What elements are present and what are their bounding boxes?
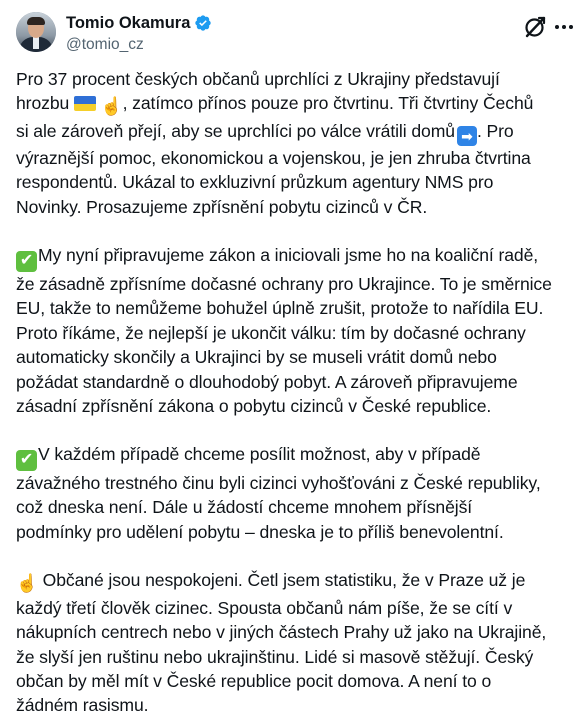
avatar[interactable]	[16, 12, 56, 52]
text-line: podmínky pro udělení pobytu – dneska je to příliš benevolentní.	[16, 521, 504, 542]
text-line: respondentů. Ukázal to exkluzivní průzkum agentury NMS pro	[16, 172, 494, 193]
ukraine-flag-icon	[74, 96, 96, 111]
text-line: závažného trestného činu byli cizinci vyhošťováni z České republiky,	[16, 473, 541, 494]
check-mark-icon: ✔	[16, 450, 37, 471]
text-line	[16, 243, 576, 272]
text-fragment: Občané jsou nespokojeni. Četl jsem statistiku, že v Praze už je	[42, 570, 526, 591]
text-line: nákupních centrech nebo v jiných částech Prahy už jako na Ukrajině,	[16, 622, 547, 643]
text-line: občan by měl mít v České republice pocit domova. A není to o	[16, 670, 492, 691]
post-text	[16, 67, 576, 718]
verified-badge-icon	[194, 14, 212, 32]
paragraph-1	[16, 67, 576, 219]
text-line	[16, 91, 576, 118]
text-line: výraznější pomoc, ekonomickou a vojenskou, je jen zhruba čtvrtina	[16, 148, 531, 169]
text-line: požádat standardně o dlouhodobý pobyt. A zároveň připravujeme	[16, 371, 518, 392]
text-line: automaticky skončily a Ukrajinci by se museli vrátit domů nebo	[16, 347, 497, 368]
author-handle[interactable]: @tomio_cz	[66, 36, 144, 53]
paragraph-3	[16, 442, 576, 544]
text-fragment: . Pro	[476, 120, 514, 141]
text-fragment: , zatímco přínos pouze pro čtvrtinu. Tři čtvrtiny Čechů	[122, 93, 534, 114]
author-display-name[interactable]: Tomio Okamura	[66, 14, 191, 32]
right-arrow-icon: ➡	[457, 126, 477, 146]
text-line	[16, 442, 576, 471]
text-fragment: hrozbu	[16, 93, 74, 114]
paragraph-2	[16, 243, 576, 418]
text-fragment: V každém případě chceme posílit možnost, aby v případě	[38, 444, 481, 465]
pointing-up-icon: ☝️	[100, 96, 123, 117]
text-line: žádném rasismu.	[16, 695, 149, 716]
pointing-up-icon: ☝️	[16, 573, 38, 594]
text-line: každý třetí člověk cizinec. Spousta občanů nám píše, že se cítí v	[16, 597, 513, 618]
paragraph-4	[16, 568, 576, 717]
text-line: Pro 37 procent českých občanů uprchlíci z Ukrajiny představují	[16, 69, 500, 89]
author-name-row[interactable]	[66, 13, 212, 33]
text-line	[16, 568, 576, 595]
text-line: EU, takže to nemůžeme bohužel úplně zrušit, protože to nařídila EU.	[16, 298, 544, 319]
grok-icon[interactable]	[522, 14, 548, 40]
text-line: Novinky. Prosazujeme zpřísnění pobytu cizinců v ČR.	[16, 196, 428, 217]
text-line: což dneska není. Dále u žádostí chceme mnohem přísnější	[16, 497, 473, 518]
post-header	[0, 0, 578, 62]
text-line: že zásadně zpřísníme dočasné ochrany pro Ukrajince. To je směrnice	[16, 273, 552, 294]
text-fragment: My nyní připravujeme zákon a iniciovali jsme ho na koaliční radě,	[38, 245, 539, 266]
text-line: Proto říkáme, že nejlepší je ukončit válku: tím by dočasné ochrany	[16, 322, 526, 343]
check-mark-icon: ✔	[16, 251, 37, 272]
text-line: zásadní zpřísnění zákona o pobytu cizinců v České republice.	[16, 395, 492, 416]
text-line: že slyší jen ruštinu nebo ukrajinštinu. Lidé si masově stěžují. Český	[16, 646, 534, 667]
text-fragment: si ale zároveň přejí, aby se uprchlíci po válce vrátili domů	[16, 120, 455, 141]
more-options-icon[interactable]	[553, 14, 575, 40]
text-line	[16, 119, 576, 146]
